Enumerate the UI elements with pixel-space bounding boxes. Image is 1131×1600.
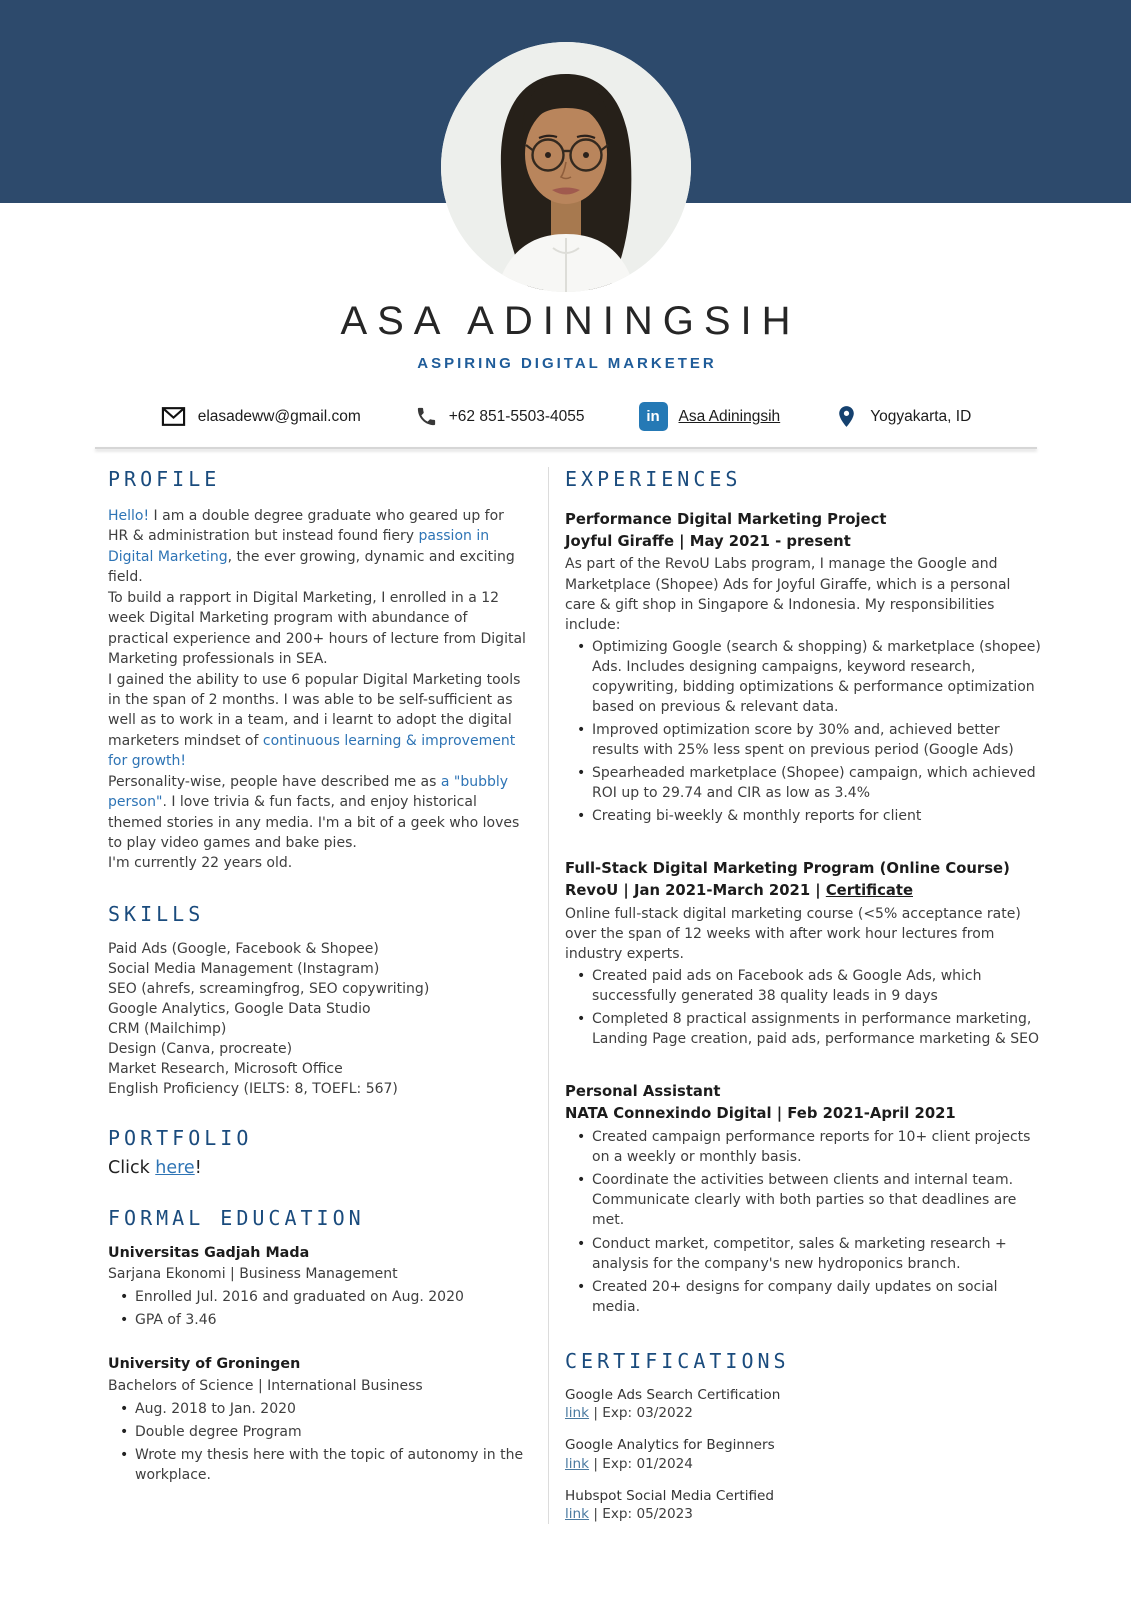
location-pin-icon (834, 404, 859, 429)
job-bullet: • Creating bi-weekly & monthly reports for client (573, 806, 1043, 826)
education-bullet: • GPA of 3.46 (116, 1310, 526, 1330)
certificate-link[interactable]: Certificate (825, 882, 913, 900)
job-title-text: Full-Stack Digital Marketing Program (Online Course) (565, 860, 1010, 878)
skills-list (108, 939, 526, 1099)
job-bullet: • Created 20+ designs for company daily updates on social media. (573, 1277, 1043, 1317)
profile-run: . I love trivia & fun facts, and enjoy historical themed stories in any media. I'm a bit of a geek who loves to play video games and bake pies. (108, 794, 520, 851)
linkedin-link[interactable]: Asa Adiningsih (678, 407, 781, 425)
portfolio-bang: ! (194, 1158, 202, 1178)
page-title: ASA ADININGSIH (340, 299, 801, 343)
content-columns (0, 449, 1131, 1524)
certification-name: Google Analytics for Beginners (565, 1437, 775, 1454)
email-text: elasadeww@gmail.com (197, 407, 361, 425)
school-bullets (108, 1287, 526, 1330)
certification-expiry: | Exp: 05/2023 (593, 1506, 693, 1523)
school-name: University of Groningen (108, 1356, 301, 1373)
certification-expiry: | Exp: 03/2022 (593, 1404, 693, 1421)
certification-name: Google Ads Search Certification (565, 1386, 781, 1403)
job-bullets (565, 1127, 1043, 1316)
certification-link[interactable]: link (565, 1455, 590, 1472)
job-bullet: • Coordinate the activities between clients and internal team. Communicate clearly with both parties so that deadlines are met. (573, 1170, 1043, 1230)
job-description: As part of the RevoU Labs program, I manage the Google and Marketplace (Shopee) Ads for Joyful Giraffe, which is a personal care & gift shop in Singapore & Indonesia. My responsibilities include: (565, 556, 1011, 633)
job-entry (565, 858, 1043, 1049)
job-bullet: • Improved optimization score by 30% and, achieved better results with 25% less spent on previous period (Google Ads) (573, 720, 1043, 760)
school-entry (108, 1354, 526, 1485)
experiences-heading: EXPERIENCES (565, 467, 742, 491)
portrait-illustration (441, 42, 691, 292)
certification-entry (565, 1436, 1043, 1473)
certification-link[interactable]: link (565, 1404, 590, 1421)
contact-phone (415, 405, 585, 428)
job-entry (565, 1081, 1043, 1317)
profile-text (108, 506, 526, 874)
profile-run: passion in Digital Marketing (108, 528, 490, 565)
job-subtitle-text: Joyful Giraffe | May 2021 - present (565, 533, 851, 551)
left-column (108, 467, 548, 1524)
skill-item: Paid Ads (Google, Facebook & Shopee) (108, 940, 379, 957)
certifications-list (565, 1386, 1043, 1524)
education-section (108, 1206, 526, 1485)
job-bullet: • Created campaign performance reports for 10+ client projects on a weekly or monthly basis. (573, 1127, 1043, 1167)
education-heading: FORMAL EDUCATION (108, 1206, 365, 1230)
education-bullet: • Wrote my thesis here with the topic of autonomy in the workplace. (116, 1445, 526, 1485)
profile-paragraph: I'm currently 22 years old. (108, 855, 293, 872)
skill-item: Market Research, Microsoft Office (108, 1060, 343, 1077)
profile-run: continuous learning & improvement for growth! (108, 732, 516, 770)
job-title-text: Performance Digital Marketing Project (565, 511, 887, 528)
education-bullet: • Aug. 2018 to Jan. 2020 (116, 1399, 526, 1419)
phone-text: +62 851-5503-4055 (448, 407, 585, 425)
school-entry (108, 1243, 526, 1330)
job-bullet: • Spearheaded marketplace (Shopee) campaign, which achieved ROI up to 29.74 and CIR as low as 3.4% (573, 763, 1043, 803)
skills-section (108, 902, 526, 1099)
job-bullet: • Created paid ads on Facebook ads & Google Ads, which successfully generated 38 quality leads in 9 days (573, 966, 1043, 1006)
certification-entry (565, 1487, 1043, 1524)
email-icon (160, 403, 187, 430)
certifications-heading: CERTIFICATIONS (565, 1348, 790, 1373)
profile-run: , the ever growing, dynamic and exciting field. (108, 548, 515, 586)
contact-email (160, 403, 361, 430)
job-title-text: Personal Assistant (565, 1083, 721, 1101)
skill-item: Social Media Management (Instagram) (108, 960, 380, 977)
job-bullets (565, 637, 1043, 826)
profile-run: a "bubbly person" (108, 773, 509, 811)
skill-item: Google Analytics, Google Data Studio (108, 1000, 371, 1017)
skill-item: SEO (ahrefs, screamingfrog, SEO copywriting) (108, 980, 430, 997)
certification-entry (565, 1386, 1043, 1423)
school-degree: Sarjana Ekonomi | Business Management (108, 1266, 398, 1283)
contact-bar (0, 402, 1131, 431)
education-bullet: • Enrolled Jul. 2016 and graduated on Aug. 2020 (116, 1287, 526, 1307)
portfolio-click-text: Click (108, 1158, 156, 1178)
skills-heading: SKILLS (108, 901, 205, 926)
portfolio-heading: PORTFOLIO (108, 1126, 253, 1150)
job-bullet: • Optimizing Google (search & shopping) & marketplace (shopee) Ads. Includes designing campaigns, keyword research, copywriting, bidding optimizations & performance optimization based on previous & relevant data. (573, 637, 1043, 717)
certification-expiry: | Exp: 01/2024 (593, 1455, 693, 1472)
skill-item: Design (Canva, procreate) (108, 1040, 293, 1057)
profile-run: I gained the ability to use 6 popular Digital Marketing tools in the span of 2 months. I was able to be self-sufficient as well as to work in a team, and i learnt to adopt the digital marketers mindset of (108, 671, 521, 749)
certification-name: Hubspot Social Media Certified (565, 1487, 775, 1504)
skill-item: CRM (Mailchimp) (108, 1020, 227, 1037)
school-name: Universitas Gadjah Mada (108, 1245, 310, 1261)
profile-run: I am a double degree graduate who geared up for HR & administration but instead found fiery (108, 508, 504, 545)
job-description: Online full-stack digital marketing course (<5% acceptance rate) over the span of 12 weeks with after work hour lectures from industry experts. (565, 905, 1021, 962)
right-column (549, 467, 1043, 1524)
school-bullets (108, 1399, 526, 1485)
portfolio-section (108, 1126, 526, 1178)
job-bullet: • Completed 8 practical assignments in performance marketing, Landing Page creation, paid ads, performance marketing & SEO (573, 1009, 1043, 1049)
certifications-section (565, 1349, 1043, 1524)
linkedin-icon: in (639, 402, 668, 431)
job-subtitle-text: RevoU | Jan 2021-March 2021 | (565, 882, 826, 900)
phone-icon (415, 405, 438, 428)
profile-heading: PROFILE (108, 467, 221, 491)
job-bullets (565, 966, 1043, 1049)
job-title: ASPIRING DIGITAL MARKETER (417, 355, 717, 372)
job-entry (565, 509, 1043, 826)
job-bullet: • Conduct market, competitor, sales & marketing research + analysis for the company's new hydroponics branch. (573, 1234, 1043, 1274)
profile-run: Hello! (108, 508, 150, 524)
job-subtitle-text: NATA Connexindo Digital | Feb 2021-April 2021 (565, 1105, 956, 1123)
contact-location (834, 404, 971, 429)
profile-photo (441, 42, 691, 292)
profile-run: Personality-wise, people have described me as (108, 773, 441, 790)
certification-link[interactable]: link (565, 1506, 590, 1523)
location-text: Yogyakarta, ID (870, 407, 972, 425)
education-bullet: • Double degree Program (116, 1422, 526, 1442)
contact-linkedin (639, 402, 781, 431)
skill-item: English Proficiency (IELTS: 8, TOEFL: 567) (108, 1080, 398, 1097)
school-degree: Bachelors of Science | International Business (108, 1377, 423, 1394)
portfolio-link[interactable]: here (155, 1158, 195, 1178)
profile-paragraph: To build a rapport in Digital Marketing, I enrolled in a 12 week Digital Marketing program with abundance of practical experience and 200+ hours of lecture from Digital Marketing professionals in SEA. (108, 589, 526, 668)
